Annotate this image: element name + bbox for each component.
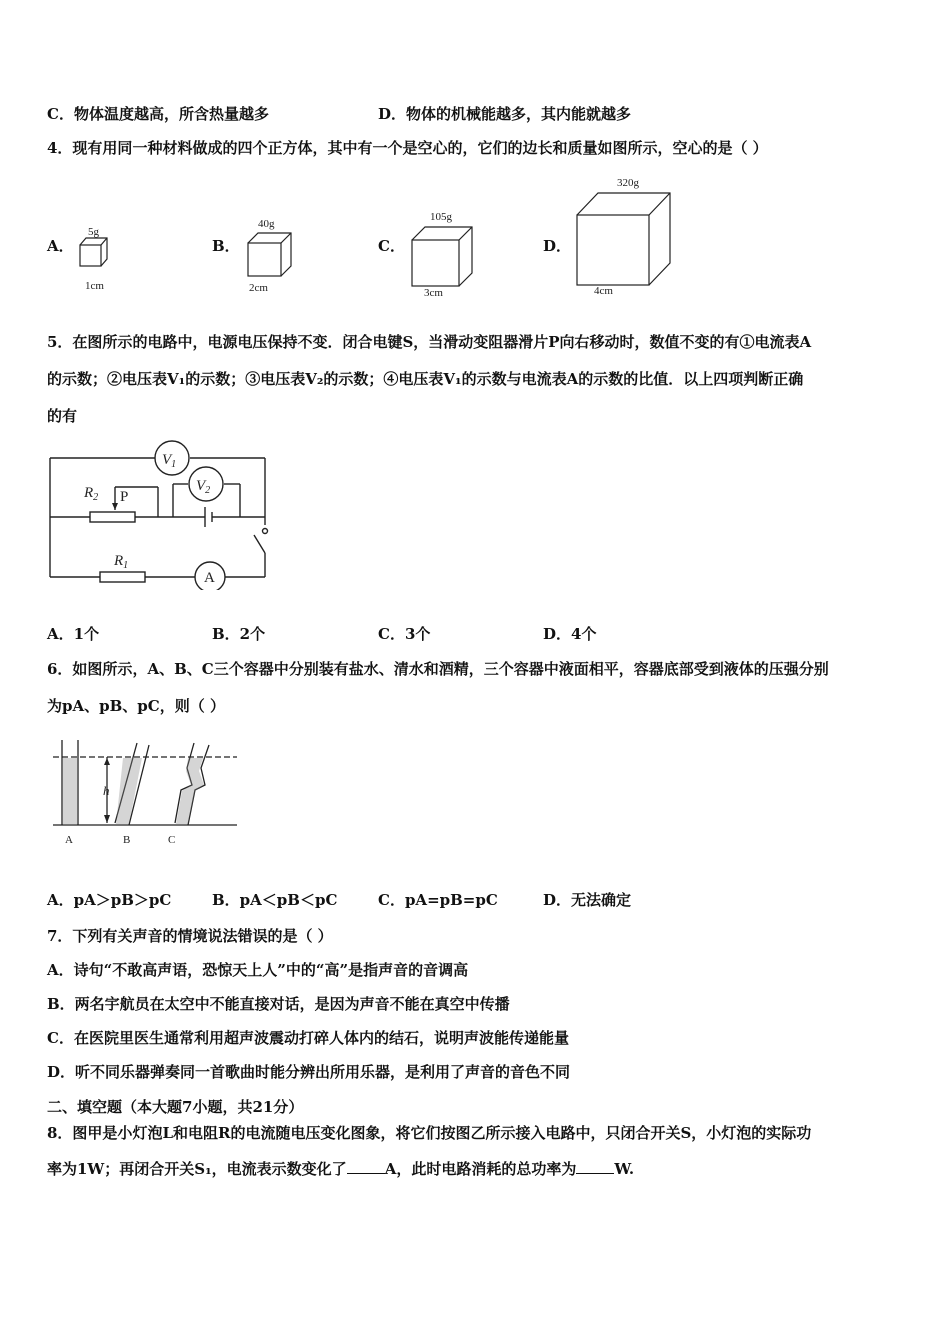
- cube-d-front: [577, 215, 649, 285]
- q7-option-b: B．两名宇航员在太空中不能直接对话，是因为声音不能在真空中传播: [47, 995, 510, 1013]
- q5-stem-line3: 的有: [47, 407, 78, 425]
- v1-label: $V_1$: [162, 452, 177, 470]
- q6-stem-line2: 为pA、pB、pC，则（ ）: [47, 697, 225, 715]
- q6-option-b: B．pA＜pB＜pC: [212, 891, 338, 909]
- h-label: h: [103, 783, 110, 798]
- q5-stem-line2: 的示数；②电压表V₁的示数；③电压表V₂的示数；④电压表V₁的示数与电流表A的示数的比值．以上四项判断正确: [47, 370, 804, 388]
- q8-stem-line2: [47, 1158, 634, 1179]
- q6-containers-figure: [45, 735, 245, 850]
- cube-d-edge: 4cm: [594, 285, 613, 297]
- q7-option-d: D．听不同乐器弹奏同一首歌曲时能分辨出所用乐器，是利用了声音的音色不同: [47, 1063, 571, 1081]
- q6-option-d: D．无法确定: [543, 891, 632, 909]
- cube-a-front: [80, 245, 101, 266]
- q3-option-d: D．物体的机械能越多，其内能就越多: [378, 105, 632, 123]
- cube-d-mass: 320g: [617, 177, 639, 189]
- r1-label: $R_1$: [114, 553, 129, 571]
- q8-line2-part3: W.: [614, 1160, 635, 1178]
- q5-option-c: C．3个: [378, 625, 431, 643]
- q7-option-c: C．在医院里医生通常利用超声波震动打碎人体内的结石，说明声波能传递能量: [47, 1029, 569, 1047]
- section-heading: 二、填空题（本大题7小题，共21分）: [47, 1098, 304, 1116]
- container-c-label: C: [168, 834, 176, 846]
- cube-a-mass: 5g: [88, 226, 99, 238]
- cube-c-front: [412, 240, 459, 286]
- q5-option-d: D．4个: [543, 625, 597, 643]
- q8-stem-line1: 8．图甲是小灯泡L和电阻R的电流随电压变化图象，将它们按图乙所示接入电路中，只闭合开关S，小灯泡的实际功: [47, 1124, 812, 1142]
- q4-option-d-label: D．: [543, 237, 572, 255]
- q4-cubes-figure: [0, 165, 950, 305]
- v2-label: $V_2$: [196, 478, 211, 496]
- q7-stem: 7．下列有关声音的情境说法错误的是（ ）: [47, 927, 333, 945]
- container-a-label: A: [65, 834, 73, 846]
- q4-option-c-label: C．: [378, 237, 405, 255]
- q8-line2-part2: A，此时电路消耗的总功率为: [384, 1160, 577, 1178]
- q6-stem-line1: 6．如图所示，A、B、C三个容器中分别装有盐水、清水和酒精，三个容器中液面相平，容器底部受到液体的压强分别: [47, 660, 829, 678]
- cube-b-edge: 2cm: [249, 282, 268, 294]
- slider-p-label: P: [120, 489, 129, 505]
- r2-label: $R_2$: [84, 485, 99, 503]
- q4-option-b-label: B．: [212, 237, 240, 255]
- cube-c-mass: 105g: [430, 211, 452, 223]
- q5-option-a: A．1个: [47, 625, 100, 643]
- q6-option-a: A．pA＞pB＞pC: [47, 891, 172, 909]
- ammeter-label: A: [204, 570, 215, 586]
- q5-circuit-diagram: [40, 435, 280, 590]
- q5-option-b: B．2个: [212, 625, 266, 643]
- cube-b-front: [248, 243, 281, 276]
- q4-stem: 4．现有用同一种材料做成的四个正方体，其中有一个是空心的，它们的边长和质量如图所示，空心的是（ ）: [47, 139, 768, 157]
- q8-blank-2[interactable]: [576, 1159, 614, 1174]
- q6-option-c: C．pA=pB=pC: [378, 891, 498, 909]
- q5-stem-line1: 5．在图所示的电路中，电源电压保持不变．闭合电键S，当滑动变阻器滑片P向右移动时，数值不变的有①电流表A: [47, 333, 812, 351]
- q8-blank-1[interactable]: [347, 1159, 385, 1174]
- cube-a-edge: 1cm: [85, 280, 104, 292]
- q7-option-a: A．诗句“不敢高声语，恐惊天上人”中的“高”是指声音的音调高: [47, 961, 469, 979]
- q4-option-a-label: A．: [47, 237, 74, 255]
- cube-c-edge: 3cm: [424, 287, 443, 299]
- container-b-label: B: [123, 834, 131, 846]
- q8-line2-part1: 率为1W；再闭合开关S₁，电流表示数变化了: [47, 1160, 347, 1178]
- cube-b-mass: 40g: [258, 218, 275, 230]
- q3-option-c: C．物体温度越高，所含热量越多: [47, 105, 269, 123]
